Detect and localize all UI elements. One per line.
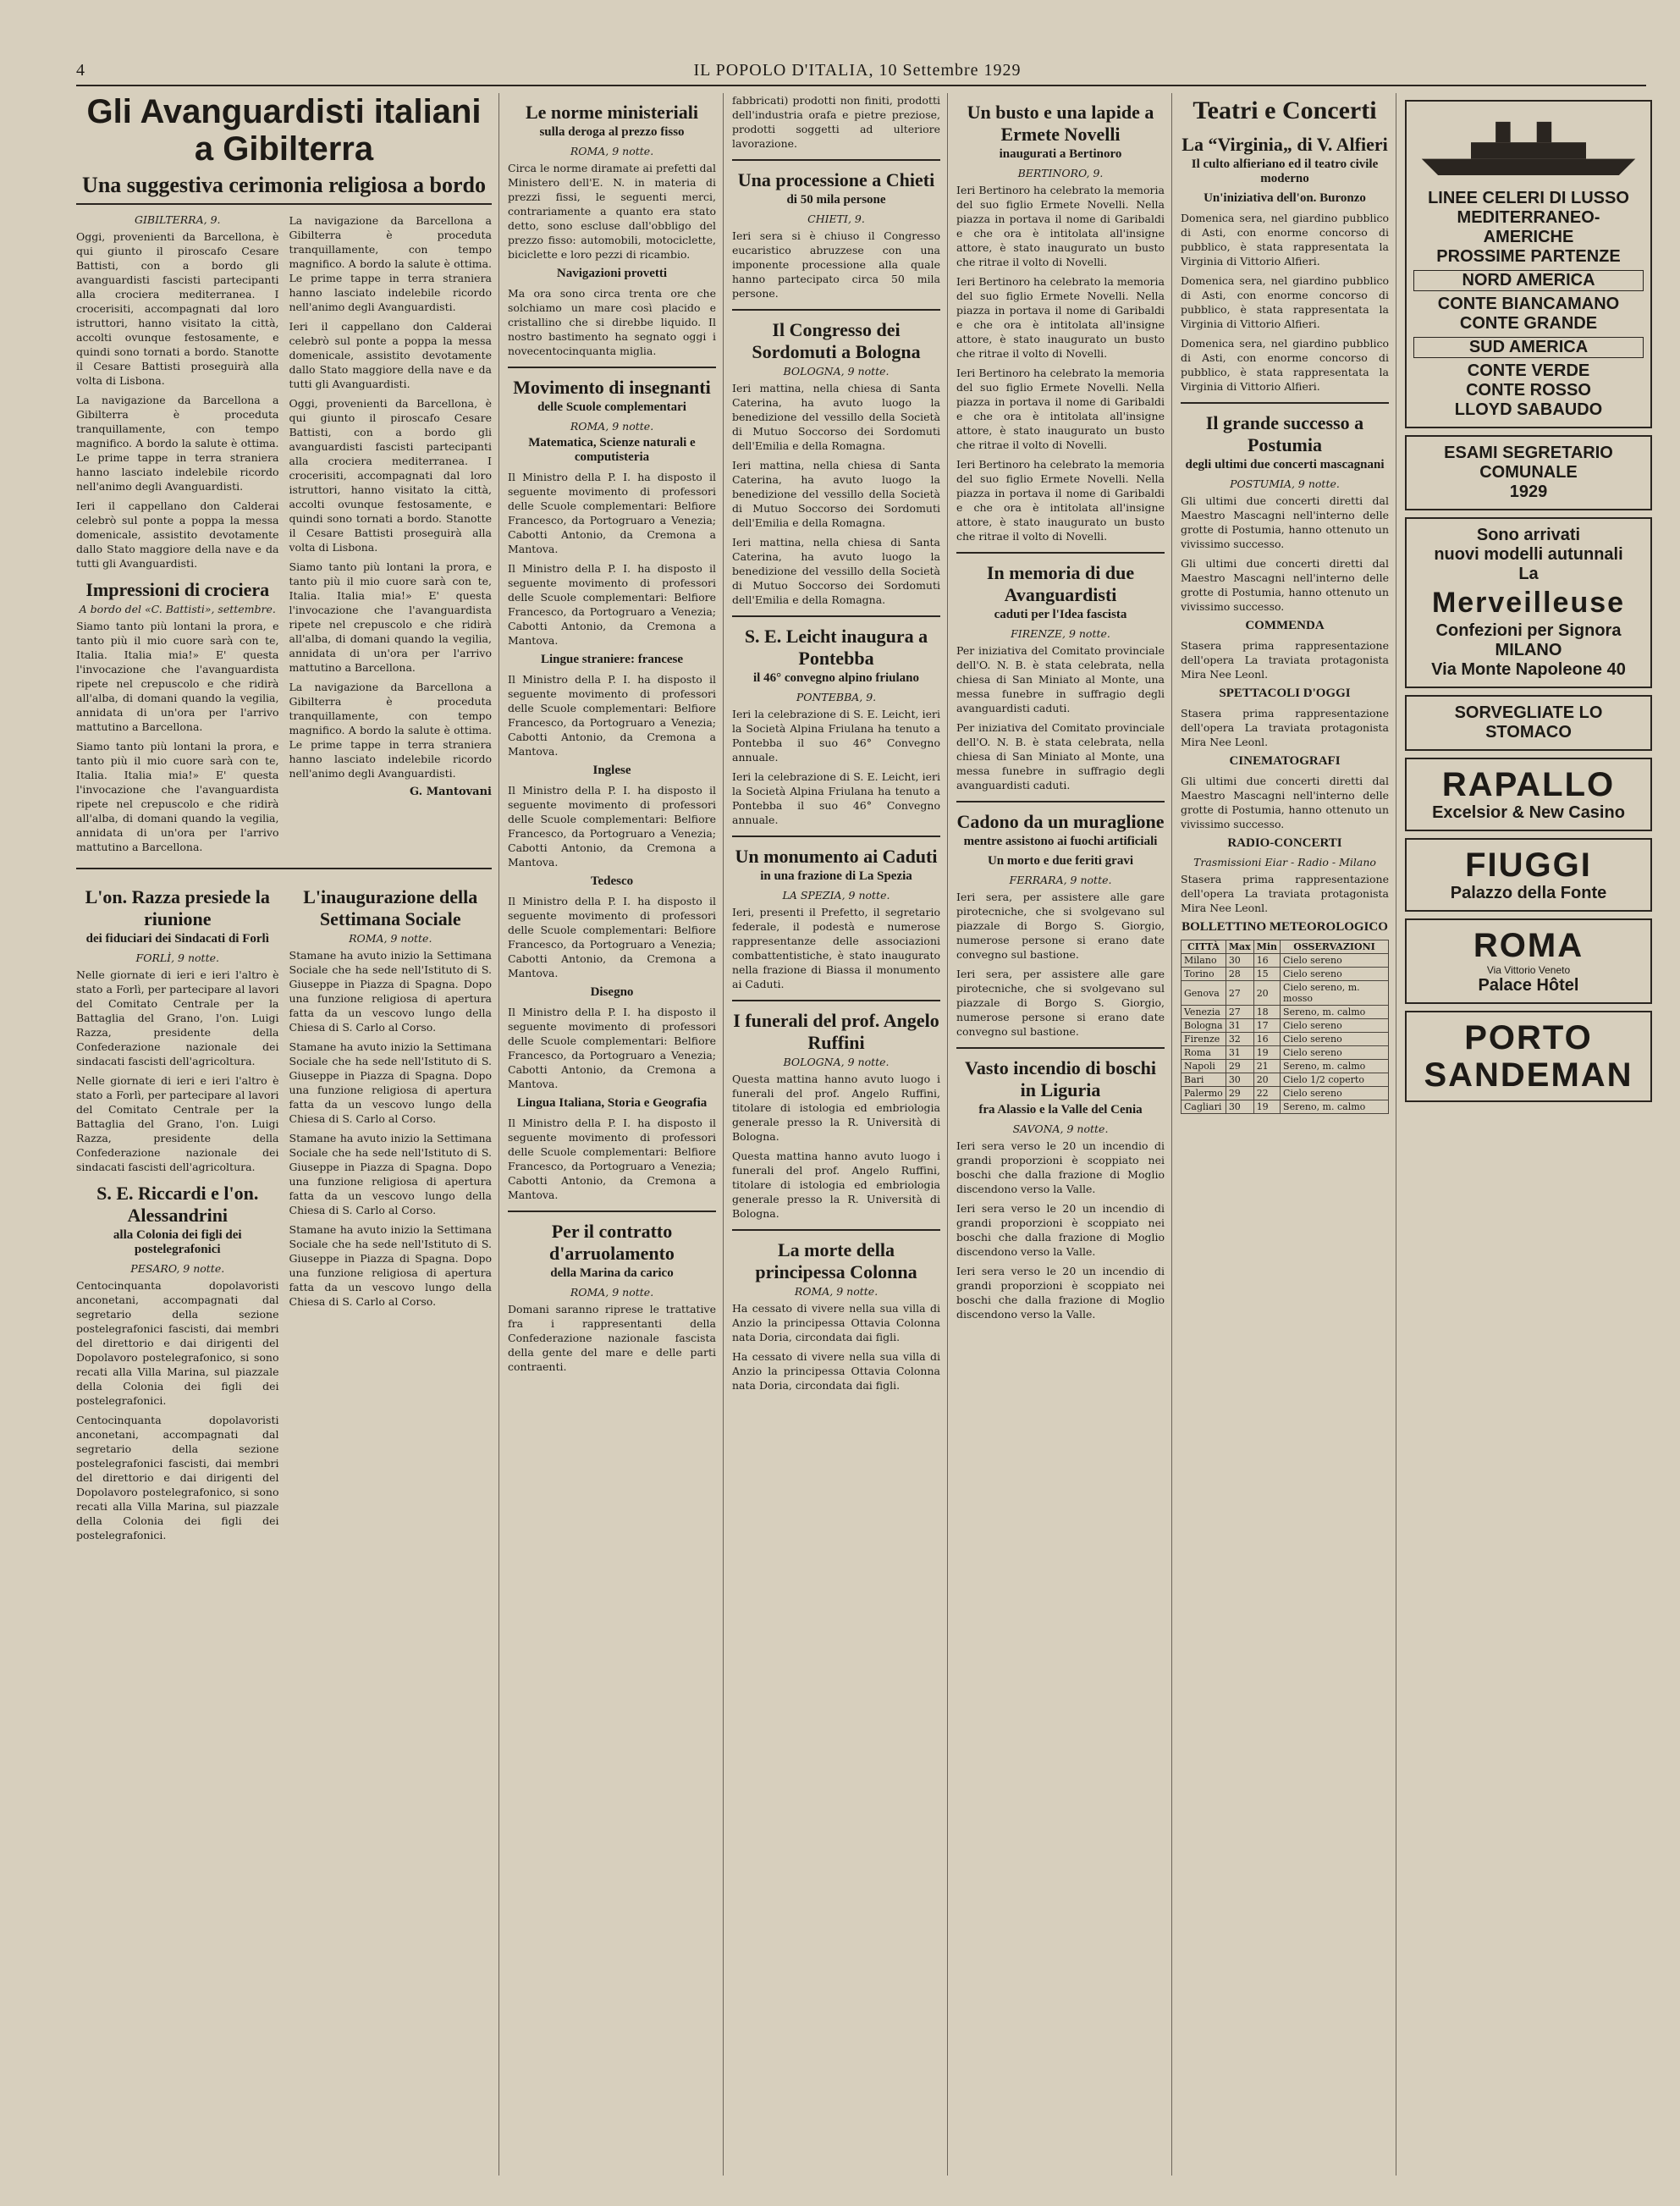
subhead-cinema: CINEMATOGRAFI	[1229, 754, 1341, 768]
divider	[732, 615, 940, 617]
meteo-header-cell: OSSERVAZIONI	[1281, 940, 1389, 954]
section-header-teatri: Teatri e Concerti	[1193, 97, 1377, 124]
meteo-cell: Genova	[1182, 981, 1226, 1006]
article-paragraph: Stasera prima rappresentazione dell'opera La traviata protagonista Mira Nee Leonl.	[1181, 639, 1389, 681]
column-5	[1181, 93, 1396, 2176]
article-paragraph: Stasera prima rappresentazione dell'opera La traviata protagonista Mira Nee Leonl.	[1181, 873, 1389, 914]
article-paragraph: Il Ministro della P. I. ha disposto il seguente movimento di professori delle Scuole complementari: Belfiore Francesco, da Portogruaro a Venezia; Cabotti Antonio, da Cremona a Mantova.	[508, 1006, 716, 1090]
columns	[76, 93, 1646, 2176]
headline-novelli: Un busto e una lapide a Ermete Novelli	[967, 102, 1154, 145]
subhead-chieti: di 50 mila persone	[786, 193, 886, 207]
headline-avanguardisti-memoria: In memoria di due Avanguardisti	[986, 562, 1135, 605]
meteo-cell: Cielo sereno	[1281, 1087, 1389, 1100]
meteo-cell: 27	[1226, 981, 1253, 1006]
ad-fiuggi	[1405, 838, 1652, 912]
section-lingua-italiana: Lingua Italiana, Storia e Geografia	[516, 1096, 708, 1110]
meteo-cell: 17	[1253, 1019, 1280, 1033]
headline-ruffini: I funerali del prof. Angelo Ruffini	[733, 1010, 939, 1053]
article-paragraph: Domenica sera, nel giardino pubblico di Asti, con enorme concorso di pubblico, è stata rappresentata la Virginia di Vittorio Alfieri.	[1181, 337, 1389, 393]
meteo-header-row	[1182, 940, 1389, 954]
meteo-header-cell: Min	[1253, 940, 1280, 954]
subhead-monumento: in una frazione di La Spezia	[760, 869, 912, 883]
ad-line: nuovi modelli autunnali	[1434, 545, 1623, 564]
meteo-cell: 19	[1253, 1046, 1280, 1060]
article-paragraph: La navigazione da Barcellona a Gibilterra è proceduta tranquillamente, con tempo magnifico. A bordo la salute è ottima. Le prime tappe in terra straniera hanno lasciato indelebile ricordo nell'animo degli Avanguardisti.	[76, 394, 279, 493]
meteo-cell: 32	[1226, 1033, 1253, 1046]
ad-line: Merveilleuse	[1431, 587, 1626, 619]
section-inglese: Inglese	[592, 764, 631, 777]
divider	[956, 552, 1165, 554]
meteo-header-cell: CITTÀ	[1182, 940, 1226, 954]
meteo-cell: 22	[1253, 1087, 1280, 1100]
ad-line: SANDEMAN	[1424, 1056, 1633, 1094]
meteo-cell: 16	[1253, 1033, 1280, 1046]
article-paragraph: Ieri la celebrazione di S. E. Leicht, ieri la Società Alpina Friulana ha tenuto a Pontebba il suo 46° Convegno annuale.	[732, 708, 940, 764]
section-tedesco: Tedesco	[590, 874, 634, 888]
meteo-cell: Cielo sereno	[1281, 1033, 1389, 1046]
headline-monumento: Un monumento ai Caduti	[735, 846, 938, 867]
article-paragraph: Il Ministro della P. I. ha disposto il seguente movimento di professori delle Scuole complementari: Belfiore Francesco, da Portogruaro a Venezia; Cabotti Antonio, da Cremona a Mantova.	[508, 562, 716, 647]
subhead-novelli: inaugurati a Bertinoro	[999, 147, 1122, 161]
article-paragraph: La navigazione da Barcellona a Gibilterra è proceduta tranquillamente, con tempo magnifico. A bordo la salute è ottima. Le prime tappe in terra straniera hanno lasciato indelebile ricordo nell'animo degli Avanguardisti.	[289, 214, 492, 313]
divider	[732, 1000, 940, 1001]
subhead-commenda: COMMENDA	[1245, 619, 1325, 632]
article-paragraph: Ieri mattina, nella chiesa di Santa Caterina, ha avuto luogo la benedizione del vessillo della Società di Mutuo Soccorso dei Sordomuti dell'Emilia e della Romagna.	[732, 382, 940, 452]
dateline: POSTUMIA, 9 notte.	[1230, 477, 1340, 490]
article-paragraph: Ha cessato di vivere nella sua villa di Anzio la principessa Ottavia Colonna nata Doria, circondata dai figli.	[732, 1302, 940, 1343]
article-paragraph: Gli ultimi due concerti diretti dal Maestro Mascagni nell'interno delle grotte di Postumia, hanno ottenuto un vivissimo successo.	[1181, 775, 1389, 830]
article-paragraph: Gli ultimi due concerti diretti dal Maestro Mascagni nell'interno delle grotte di Postumia, hanno ottenuto un vivissimo successo.	[1181, 557, 1389, 613]
article-paragraph: Ieri sera verso le 20 un incendio di grandi proporzioni è scoppiato nei boschi che dalla frazione di Moglio discendono verso la Valle.	[956, 1202, 1165, 1258]
subhead-radio: RADIO-CONCERTI	[1227, 836, 1342, 850]
article-paragraph: Il Ministro della P. I. ha disposto il seguente movimento di professori delle Scuole complementari: Belfiore Francesco, da Portogruaro a Venezia; Cabotti Antonio, da Cremona a Mantova.	[508, 1117, 716, 1201]
dateline: BOLOGNA, 9 notte.	[783, 1056, 890, 1068]
dateline: FERRARA, 9 notte.	[1009, 874, 1112, 886]
ad-line: RAPALLO	[1441, 766, 1616, 803]
article-paragraph: Stamane ha avuto inizio la Settimana Sociale che ha sede nell'Istituto di S. Giuseppe in Piazza di Spagna. Dopo una funzione religiosa di apertura fatta da un vescovo lungo della Chiesa di S. Carlo al Corso.	[289, 1132, 492, 1216]
article-paragraph: Il Ministro della P. I. ha disposto il seguente movimento di professori delle Scuole complementari: Belfiore Francesco, da Portogruaro a Venezia; Cabotti Antonio, da Cremona a Mantova.	[508, 784, 716, 869]
dateline: ROMA, 9 notte.	[794, 1285, 879, 1298]
article-paragraph: Il Ministro della P. I. ha disposto il seguente movimento di professori delle Scuole complementari: Belfiore Francesco, da Portogruaro a Venezia; Cabotti Antonio, da Cremona a Mantova.	[508, 895, 716, 979]
meteo-cell: 29	[1226, 1060, 1253, 1073]
column-3	[732, 93, 948, 2176]
article-paragraph: Ieri la celebrazione di S. E. Leicht, ieri la Società Alpina Friulana ha tenuto a Pontebba il suo 46° Convegno annuale.	[732, 770, 940, 826]
article-paragraph: Stamane ha avuto inizio la Settimana Sociale che ha sede nell'Istituto di S. Giuseppe in Piazza di Spagna. Dopo una funzione religiosa di apertura fatta da un vescovo lungo della Chiesa di S. Carlo al Corso.	[289, 1223, 492, 1308]
headline-arruolamento: Per il contratto d'arruolamento	[549, 1221, 675, 1264]
subhead-virginia: Il culto alfieriano ed il teatro civile moderno	[1191, 157, 1379, 185]
article-paragraph: Centocinquanta dopolavoristi anconetani, accompagnati dal segretario della sezione postelegrafonici fascisti, dai membri del direttorio e dai dirigenti del Dopolavoro postelegrafonico, si sono recati alla Villa Marina, sul piazzale della Colonia dei figli dei postelegrafonici.	[76, 1279, 279, 1407]
meteo-body	[1182, 954, 1389, 1114]
meteo-cell: Torino	[1182, 968, 1226, 981]
ad-line: PROSSIME PARTENZE	[1436, 247, 1621, 266]
headline-gibilterra: Gli Avanguardisti italiani a Gibilterra	[86, 93, 482, 168]
article-paragraph: Ieri sera verso le 20 un incendio di grandi proporzioni è scoppiato nei boschi che dalla frazione di Moglio discendono verso la Valle.	[956, 1265, 1165, 1321]
article-paragraph: Ieri sera, per assistere alle gare pirotecniche, che si svolgevano sul piazzale di Borgo S. Giorgio, numerose persone si erano date convegno sul bastione.	[956, 968, 1165, 1038]
ad-merveilleuse	[1405, 517, 1652, 688]
ad-line: ROMA	[1473, 927, 1584, 964]
article-paragraph: Ieri Bertinoro ha celebrato la memoria del suo figlio Ermete Novelli. Nella piazza in portava il nome di Garibaldi e che ora è intitolata all'insigne attore, è stato inaugurato un busto che ritrae il volto di Novelli.	[956, 458, 1165, 543]
article-paragraph: Domenica sera, nel giardino pubblico di Asti, con enorme concorso di pubblico, è stata rappresentata la Virginia di Vittorio Alfieri.	[1181, 212, 1389, 267]
article-paragraph: Questa mattina hanno avuto luogo i funerali del prof. Angelo Ruffini, titolare di istologia ed embriologia generale presso la R. Università di Bologna.	[732, 1073, 940, 1143]
headline-virginia: La “Virginia„ di V. Alfieri	[1182, 134, 1388, 155]
subhead-riccardi: alla Colonia dei figli dei postelegrafonici	[113, 1228, 242, 1256]
meteo-row	[1182, 1087, 1389, 1100]
ad-stomaco	[1405, 695, 1652, 751]
meteo-cell: Cielo sereno	[1281, 1019, 1389, 1033]
article-paragraph: Ha cessato di vivere nella sua villa di Anzio la principessa Ottavia Colonna nata Doria, circondata dai figli.	[732, 1350, 940, 1392]
article-paragraph: Ma ora sono circa trenta ore che solchiamo un mare così placido e cristallino che si direbbe liquido. Il nostro bastimento ha segnato oggi i novecentocinquanta miglia.	[508, 287, 716, 357]
dateline: SAVONA, 9 notte.	[1012, 1122, 1109, 1135]
dateline: A bordo del «C. Battisti», settembre.	[79, 603, 276, 615]
headline-settimana-sociale: L'inaugurazione della Settimana Sociale	[303, 886, 478, 929]
article-paragraph: Ieri sera si è chiuso il Congresso eucaristico abruzzese con una imponente processione alla quale hanno partecipato circa 50 mila persone.	[732, 229, 940, 300]
article-paragraph: La navigazione da Barcellona a Gibilterra è proceduta tranquillamente, con tempo magnifico. A bordo la salute è ottima. Le prime tappe in terra straniera hanno lasciato indelebile ricordo nell'animo degli Avanguardisti.	[289, 681, 492, 780]
ad-line: Palazzo della Fonte	[1450, 884, 1607, 902]
ad-sandeman	[1405, 1011, 1652, 1102]
article-paragraph: Ieri, presenti il Prefetto, il segretario federale, il podestà e numerose rappresentanze delle associazioni combattentistiche, è stato inaugurato nella frazione di Biassa il monumento ai Caduti.	[732, 906, 940, 990]
headline-colonna: La morte della principessa Colonna	[755, 1239, 917, 1282]
ad-line: MILANO	[1495, 641, 1562, 659]
meteo-cell: Sereno, m. calmo	[1281, 1060, 1389, 1073]
divider	[956, 1047, 1165, 1049]
article-paragraph: Ieri il cappellano don Calderai celebrò sul ponte a poppa la messa domenicale, assistito devotamente dallo Stato maggiore della nave e da tutti gli Avanguardisti.	[289, 320, 492, 390]
signature: G. Mantovani	[410, 786, 492, 798]
ad-roma	[1405, 918, 1652, 1004]
article-paragraph: Ieri mattina, nella chiesa di Santa Caterina, ha avuto luogo la benedizione del vessillo della Società di Mutuo Soccorso dei Sordomuti dell'Emilia e della Romagna.	[732, 536, 940, 606]
subhead-norme: sulla deroga al prezzo fisso	[539, 125, 685, 139]
page-number: 4	[76, 60, 85, 80]
section-matematica: Matematica, Scienze naturali e computisteria	[528, 436, 696, 464]
meteo-row	[1182, 1019, 1389, 1033]
ad-line: ESAMI SEGRETARIO COMUNALE	[1444, 444, 1613, 482]
ad-line: MEDITERRANEO-AMERICHE	[1457, 208, 1600, 246]
subhead-movimento: delle Scuole complementari	[537, 400, 686, 414]
ad-line: SUD AMERICA	[1413, 337, 1644, 358]
ad-line: CONTE BIANCAMANO	[1437, 295, 1620, 313]
article-paragraph: fabbricati) prodotti non finiti, prodotti dell'industria orafa e pietre preziose, prodotti soggetti ad ulteriore lavorazione.	[732, 94, 940, 150]
headline-muraglione: Cadono da un muraglione	[956, 811, 1165, 832]
section-francese: Lingue straniere: francese	[540, 653, 684, 666]
meteo-cell: 19	[1253, 1100, 1280, 1114]
article-paragraph: Siamo tanto più lontani la prora, e tanto più il mio cuore sarà con te, Italia. Italia mia!» E' questa l'invocazione che l'avanguardista ripete nel crepuscolo e che ridirà all'alba, di domani quando la vegilia, annidata di un'ora per l'arrivo mattutino a Barcellona.	[76, 620, 279, 733]
ad-line: CONTE GRANDE	[1459, 314, 1598, 333]
headline-norme: Le norme ministeriali	[525, 102, 699, 123]
meteo-cell: Firenze	[1182, 1033, 1226, 1046]
meteo-cell: Cielo sereno	[1281, 968, 1389, 981]
meteo-cell: Bologna	[1182, 1019, 1226, 1033]
ad-line: LLOYD SABAUDO	[1454, 400, 1603, 419]
ad-line: Palace Hôtel	[1478, 976, 1579, 995]
dateline: LA SPEZIA, 9 notte.	[782, 889, 890, 902]
meteo-row	[1182, 1033, 1389, 1046]
article-paragraph: Ieri Bertinoro ha celebrato la memoria del suo figlio Ermete Novelli. Nella piazza in portava il nome di Garibaldi e che ora è intitolata all'insigne attore, è stato inaugurato un busto che ritrae il volto di Novelli.	[956, 275, 1165, 360]
meteo-cell: Palermo	[1182, 1087, 1226, 1100]
meteo-cell: 15	[1253, 968, 1280, 981]
dateline: GIBILTERRA, 9.	[134, 213, 221, 226]
article-paragraph: Oggi, provenienti da Barcellona, è qui giunto il piroscafo Cesare Battisti, con a bordo gli avanguardisti fascisti partecipanti alla crociera mediterranea. I crocerisiti, accompagnati dal loro istruttori, hanno visitato la città, accolti ovunque festosamente, e quindi sono tornati a bordo. Stanotte il Cesare Battisti proseguirà alla volta di Lisbona.	[76, 230, 279, 387]
dateline: FORLÌ, 9 notte.	[135, 951, 219, 964]
dateline: FIRENZE, 9 notte.	[1011, 627, 1110, 640]
headline-riccardi: S. E. Riccardi e l'on. Alessandrini	[96, 1183, 259, 1226]
meteo-cell: Roma	[1182, 1046, 1226, 1060]
dateline: PESARO, 9 notte.	[130, 1262, 225, 1275]
column-1	[76, 93, 499, 2176]
meteo-row	[1182, 1006, 1389, 1019]
article-paragraph: Siamo tanto più lontani la prora, e tanto più il mio cuore sarà con te, Italia. Italia mia!» E' questa l'invocazione che l'avanguardista ripete nel crepuscolo e che ridirà all'alba, di domani quando la vegilia, annidata di un'ora per l'arrivo mattutino a Barcellona.	[76, 740, 279, 853]
divider	[508, 367, 716, 368]
article-paragraph: Nelle giornate di ieri e ieri l'altro è stato a Forlì, per partecipare al lavori del Comitato Centrale per la Battaglia del Grano, l'on. Luigi Razza, presidente della Confederazione nazionale dei sindacati fascisti dell'agricoltura.	[76, 968, 279, 1067]
ad-line: CONTE ROSSO	[1466, 381, 1591, 400]
divider	[1181, 402, 1389, 404]
article-paragraph: Per iniziativa del Comitato provinciale dell'O. N. B. è stata celebrata, nella chiesa di San Miniato al Monte, una messa funebre in suffragio degli avanguardisti caduti.	[956, 644, 1165, 714]
ad-line: CONTE VERDE	[1467, 361, 1590, 380]
ad-line: Sono arrivati	[1476, 526, 1581, 544]
subhead-leicht: il 46° convegno alpino friulano	[752, 671, 920, 685]
meteo-cell: 31	[1226, 1046, 1253, 1060]
headline-sordomuti: Il Congresso dei Sordomuti a Bologna	[752, 319, 921, 362]
headline-leicht: S. E. Leicht inaugura a Pontebba	[744, 626, 928, 669]
section-disegno: Disegno	[590, 985, 634, 999]
meteo-row	[1182, 968, 1389, 981]
subhead-muraglione: mentre assistono ai fuochi artificiali	[963, 835, 1158, 848]
article-paragraph: Ieri sera, per assistere alle gare pirotecniche, che si svolgevano sul piazzale di Borgo S. Giorgio, numerose persone si erano date convegno sul bastione.	[956, 891, 1165, 961]
article-paragraph: Gli ultimi due concerti diretti dal Maestro Mascagni nell'interno delle grotte di Postumia, hanno ottenuto un vivissimo successo.	[1181, 494, 1389, 550]
headline-incendio: Vasto incendio di boschi in Liguria	[965, 1057, 1156, 1100]
article-paragraph: Circa le norme diramate ai prefetti dal Ministero dell'E. N. in materia di prezzi fissi, le seguenti merci, contrariamente a quanto era stato detto, sono escluse dall'obbligo del prezzo fisso: automobili, motociclette, biciclette e loro pezzi di ricambio.	[508, 162, 716, 261]
meteo-cell: 28	[1226, 968, 1253, 981]
ad-line: FIUGGI	[1465, 847, 1592, 884]
subhead-postumia: degli ultimi due concerti mascagnani	[1185, 458, 1385, 472]
column-4	[956, 93, 1172, 2176]
ad-line: Via Monte Napoleone 40	[1431, 660, 1626, 679]
meteo-cell: 20	[1253, 1073, 1280, 1087]
article-paragraph: Centocinquanta dopolavoristi anconetani, accompagnati dal segretario della sezione postelegrafonici fascisti, dai membri del direttorio e dai dirigenti del Dopolavoro postelegrafonico, si sono recati alla Villa Marina, sul piazzale della Colonia dei figli dei postelegrafonici.	[76, 1414, 279, 1541]
subhead-virginia-2: Un'iniziativa dell'on. Buronzo	[1204, 191, 1366, 205]
article-paragraph: Ieri mattina, nella chiesa di Santa Caterina, ha avuto luogo la benedizione del vessillo della Società di Mutuo Soccorso dei Sordomuti dell'Emilia e della Romagna.	[732, 459, 940, 529]
meteo-row	[1182, 1046, 1389, 1060]
masthead-title: IL POPOLO D'ITALIA, 10 Settembre 1929	[693, 60, 1022, 80]
headline-movimento: Movimento di insegnanti	[513, 377, 711, 398]
article-paragraph: Ieri il cappellano don Calderai celebrò sul ponte a poppa la messa domenicale, assistito devotamente dallo Stato maggiore della nave e da tutti gli Avanguardisti.	[76, 499, 279, 570]
ad-line: Excelsior & New Casino	[1432, 803, 1625, 822]
meteo-cell: Cielo 1/2 coperto	[1281, 1073, 1389, 1087]
headline-postumia: Il grande successo a Postumia	[1205, 412, 1364, 455]
article-paragraph: Il Ministro della P. I. ha disposto il seguente movimento di professori delle Scuole complementari: Belfiore Francesco, da Portogruaro a Venezia; Cabotti Antonio, da Cremona a Mantova.	[508, 471, 716, 555]
article-paragraph: Stamane ha avuto inizio la Settimana Sociale che ha sede nell'Istituto di S. Giuseppe in Piazza di Spagna. Dopo una funzione religiosa di apertura fatta da un vescovo lungo della Chiesa di S. Carlo al Corso.	[289, 1040, 492, 1125]
meteo-row	[1182, 1060, 1389, 1073]
meteo-cell: 21	[1253, 1060, 1280, 1073]
meteo-cell: Cagliari	[1182, 1100, 1226, 1114]
article-paragraph: Domenica sera, nel giardino pubblico di Asti, con enorme concorso di pubblico, è stata rappresentata la Virginia di Vittorio Alfieri.	[1181, 274, 1389, 330]
subhead-navigazioni: Navigazioni provetti	[556, 267, 668, 280]
dateline: BOLOGNA, 9 notte.	[783, 365, 890, 378]
article-paragraph: Stasera prima rappresentazione dell'opera La traviata protagonista Mira Nee Leonl.	[1181, 707, 1389, 748]
dateline: ROMA, 9 notte.	[570, 1286, 654, 1299]
article-paragraph: Questa mattina hanno avuto luogo i funerali del prof. Angelo Ruffini, titolare di istologia ed embriologia generale presso la R. Università di Bologna.	[732, 1150, 940, 1220]
meteo-cell: Sereno, m. calmo	[1281, 1006, 1389, 1019]
ad-line: Confezioni per Signora	[1435, 621, 1622, 640]
ad-line: SORVEGLIATE LO STOMACO	[1454, 703, 1603, 742]
headline-impressioni: Impressioni di crociera	[85, 579, 270, 600]
meteo-cell: 30	[1226, 1073, 1253, 1087]
article-paragraph: Ieri Bertinoro ha celebrato la memoria del suo figlio Ermete Novelli. Nella piazza in portava il nome di Garibaldi e che ora è intitolata all'insigne attore, è stato inaugurato un busto che ritrae il volto di Novelli.	[956, 184, 1165, 268]
dateline: ROMA, 9 notte.	[570, 145, 654, 157]
divider	[732, 309, 940, 311]
meteo-cell: Cielo sereno, m. mosso	[1281, 981, 1389, 1006]
column-2	[508, 93, 724, 2176]
meteo-cell: 31	[1226, 1019, 1253, 1033]
article-paragraph: Ieri Bertinoro ha celebrato la memoria del suo figlio Ermete Novelli. Nella piazza in portava il nome di Garibaldi e che ora è intitolata all'insigne attore, è stato inaugurato un busto che ritrae il volto di Novelli.	[956, 367, 1165, 451]
meteo-row	[1182, 981, 1389, 1006]
meteo-row	[1182, 954, 1389, 968]
ship-illustration	[1413, 108, 1644, 185]
ad-rapallo	[1405, 758, 1652, 831]
headline-chieti: Una processione a Chieti	[737, 169, 935, 190]
meteo-cell: Venezia	[1182, 1006, 1226, 1019]
divider	[732, 159, 940, 161]
ad-line: NORD AMERICA	[1413, 270, 1644, 291]
dateline: ROMA, 9 notte.	[349, 932, 432, 945]
article-paragraph: Nelle giornate di ieri e ieri l'altro è stato a Forlì, per partecipare al lavori del Comitato Centrale per la Battaglia del Grano, l'on. Luigi Razza, presidente della Confederazione nazionale dei sindacati fascisti dell'agricoltura.	[76, 1074, 279, 1173]
ad-line: La	[1518, 565, 1539, 583]
article-paragraph: Il Ministro della P. I. ha disposto il seguente movimento di professori delle Scuole complementari: Belfiore Francesco, da Portogruaro a Venezia; Cabotti Antonio, da Cremona a Mantova.	[508, 673, 716, 758]
meteo-row	[1182, 1100, 1389, 1114]
meteo-cell: Sereno, m. calmo	[1281, 1100, 1389, 1114]
ad-line: Via Vittorio Veneto	[1486, 964, 1571, 976]
subhead-razza: dei fiduciari dei Sindacati di Forlì	[85, 932, 269, 946]
meteo-cell: 18	[1253, 1006, 1280, 1019]
meteo-cell: 20	[1253, 981, 1280, 1006]
article-paragraph: Siamo tanto più lontani la prora, e tanto più il mio cuore sarà con te, Italia. Italia mia!» E' questa l'invocazione che l'avanguardista ripete nel crepuscolo e che ridirà all'alba, di domani quando la vegilia, annidata di un'ora per l'arrivo mattutino a Barcellona.	[289, 560, 492, 674]
divider	[508, 1211, 716, 1212]
dateline: CHIETI, 9.	[807, 212, 865, 225]
subhead-incendio: fra Alassio e la Valle del Cenia	[978, 1103, 1143, 1117]
column-6-ads	[1405, 93, 1659, 2176]
subhead-meteo: BOLLETTINO METEOROLOGICO	[1182, 920, 1388, 934]
subhead-arruolamento: della Marina da carico	[550, 1266, 674, 1280]
meteo-cell: 30	[1226, 1100, 1253, 1114]
meteo-cell: 30	[1226, 954, 1253, 968]
meteo-cell: Bari	[1182, 1073, 1226, 1087]
masthead	[76, 59, 1646, 86]
ad-line: PORTO	[1464, 1019, 1593, 1056]
subhead-spettacoli: SPETTACOLI D'OGGI	[1219, 687, 1351, 700]
divider	[732, 836, 940, 837]
ad-line: LINEE CELERI DI LUSSO	[1428, 189, 1629, 207]
meteo-header-cell: Max	[1226, 940, 1253, 954]
headline-razza: L'on. Razza presiede la riunione	[85, 886, 270, 929]
meteo-cell: Milano	[1182, 954, 1226, 968]
meteo-table	[1181, 940, 1389, 1114]
dateline: PONTEBBA, 9.	[796, 691, 877, 703]
meteo-cell: 29	[1226, 1087, 1253, 1100]
meteo-row	[1182, 1073, 1389, 1087]
divider	[956, 801, 1165, 802]
ad-lloyd	[1405, 100, 1652, 428]
subhead-muraglione-2: Un morto e due feriti gravi	[987, 854, 1134, 868]
radio-subheading: Trasmissioni Eiar - Radio - Milano	[1193, 856, 1376, 869]
dateline: BERTINORO, 9.	[1017, 167, 1104, 179]
subhead-gibilterra: Una suggestiva cerimonia religiosa a bordo	[76, 173, 492, 205]
article-paragraph: Oggi, provenienti da Barcellona, è qui giunto il piroscafo Cesare Battisti, con a bordo gli avanguardisti fascisti partecipanti alla crociera mediterranea. I crocerisiti, accompagnati dal loro istruttori, hanno visitato la città, accolti ovunque festosamente, e quindi sono tornati a bordo. Stanotte il Cesare Battisti proseguirà alla volta di Lisbona.	[289, 397, 492, 554]
dateline: ROMA, 9 notte.	[570, 420, 654, 433]
meteo-cell: 16	[1253, 954, 1280, 968]
divider	[732, 1229, 940, 1231]
meteo-cell: Napoli	[1182, 1060, 1226, 1073]
meteo-cell: Cielo sereno	[1281, 954, 1389, 968]
divider	[76, 868, 492, 869]
meteo-cell: 27	[1226, 1006, 1253, 1019]
article-paragraph: Per iniziativa del Comitato provinciale dell'O. N. B. è stata celebrata, nella chiesa di San Miniato al Monte, una messa funebre in suffragio degli avanguardisti caduti.	[956, 721, 1165, 791]
article-paragraph: Domani saranno riprese le trattative fra i rappresentanti della Confederazione nazionale fascista della gente del mare e delle parti contraenti.	[508, 1303, 716, 1373]
ad-esami	[1405, 435, 1652, 510]
article-paragraph: Ieri sera verso le 20 un incendio di grandi proporzioni è scoppiato nei boschi che dalla frazione di Moglio discendono verso la Valle.	[956, 1139, 1165, 1195]
subhead-avanguardisti-memoria: caduti per l'Idea fascista	[994, 608, 1127, 621]
meteo-cell: Cielo sereno	[1281, 1046, 1389, 1060]
ad-line: 1929	[1509, 483, 1548, 501]
article-paragraph: Stamane ha avuto inizio la Settimana Sociale che ha sede nell'Istituto di S. Giuseppe in Piazza di Spagna. Dopo una funzione religiosa di apertura fatta da un vescovo lungo della Chiesa di S. Carlo al Corso.	[289, 949, 492, 1034]
